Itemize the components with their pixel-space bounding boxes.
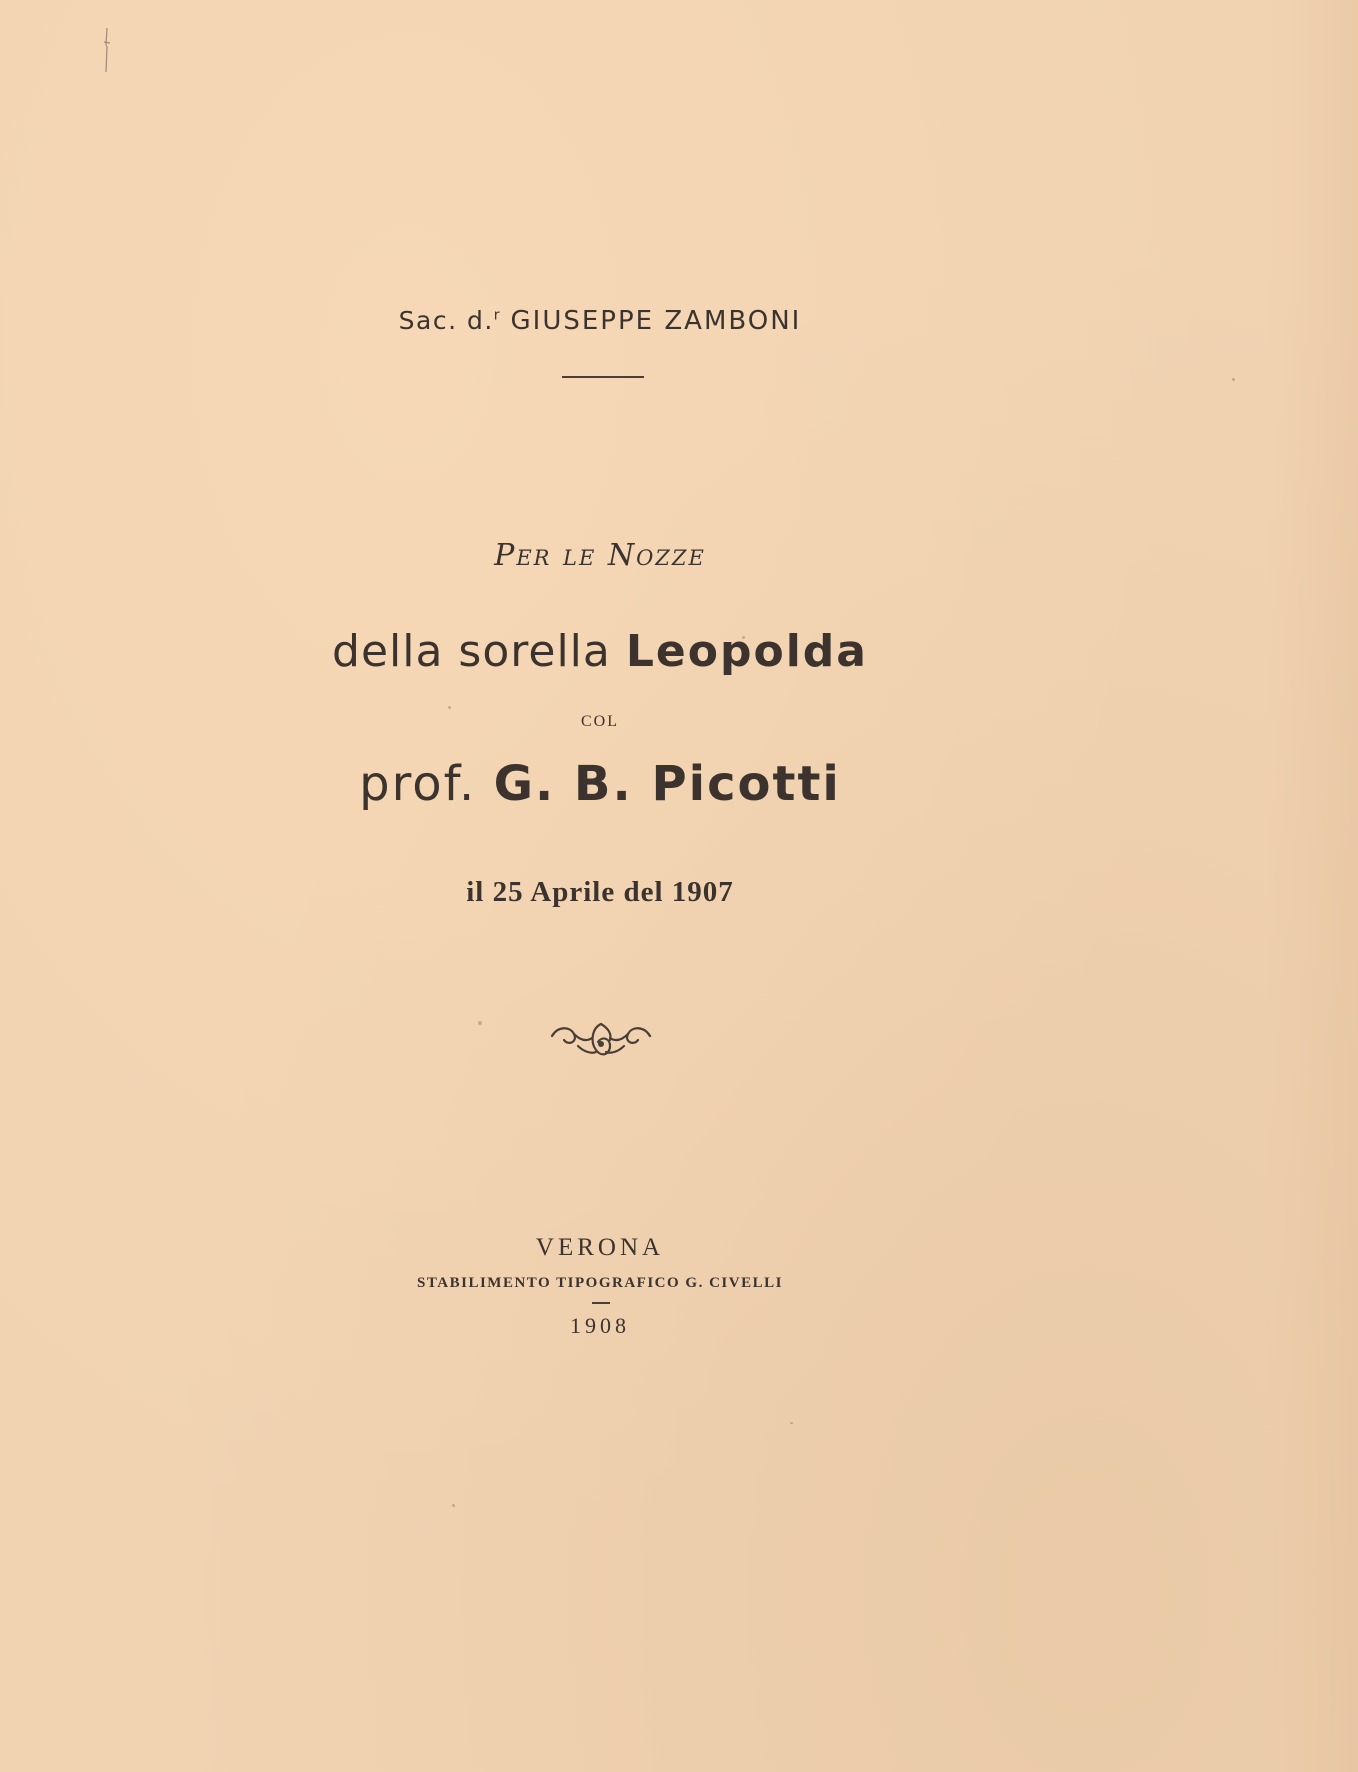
author-line <box>0 306 1200 336</box>
paper-speck <box>742 636 745 639</box>
title-line-3-regular: prof. <box>359 756 477 812</box>
title-line-3 <box>0 756 1200 812</box>
wedding-date: il 25 Aprile del 1907 <box>466 876 734 908</box>
title-line-2 <box>0 626 1200 677</box>
paper-speck <box>448 706 451 709</box>
author-superscript: r <box>493 307 502 324</box>
imprint-divider <box>592 1302 610 1304</box>
title-connector: COL <box>581 713 619 730</box>
author-prefix: Sac. d. <box>398 306 494 335</box>
author-name: GIUSEPPE ZAMBONI <box>510 306 802 336</box>
pencil-mark-icon <box>100 26 114 76</box>
paper-speck <box>452 1504 455 1507</box>
imprint-city: VERONA <box>535 1234 665 1261</box>
paper-speck <box>790 1422 793 1424</box>
title-line-2-regular: della sorella <box>332 626 611 677</box>
imprint-printer: STABILIMENTO TIPOGRAFICO G. CIVELLI <box>417 1275 783 1291</box>
imprint-year: 1908 <box>570 1313 630 1338</box>
title-line-3-bold: G. B. Picotti <box>493 756 841 812</box>
page-edge-shadow <box>1266 0 1358 1772</box>
floral-ornament-icon <box>548 1018 654 1064</box>
paper-speck <box>478 1021 482 1025</box>
title-line-1: Per le Nozze <box>494 538 706 573</box>
author-divider <box>562 376 644 378</box>
title-line-2-bold: Leopolda <box>625 626 868 677</box>
paper-speck <box>1232 378 1235 381</box>
